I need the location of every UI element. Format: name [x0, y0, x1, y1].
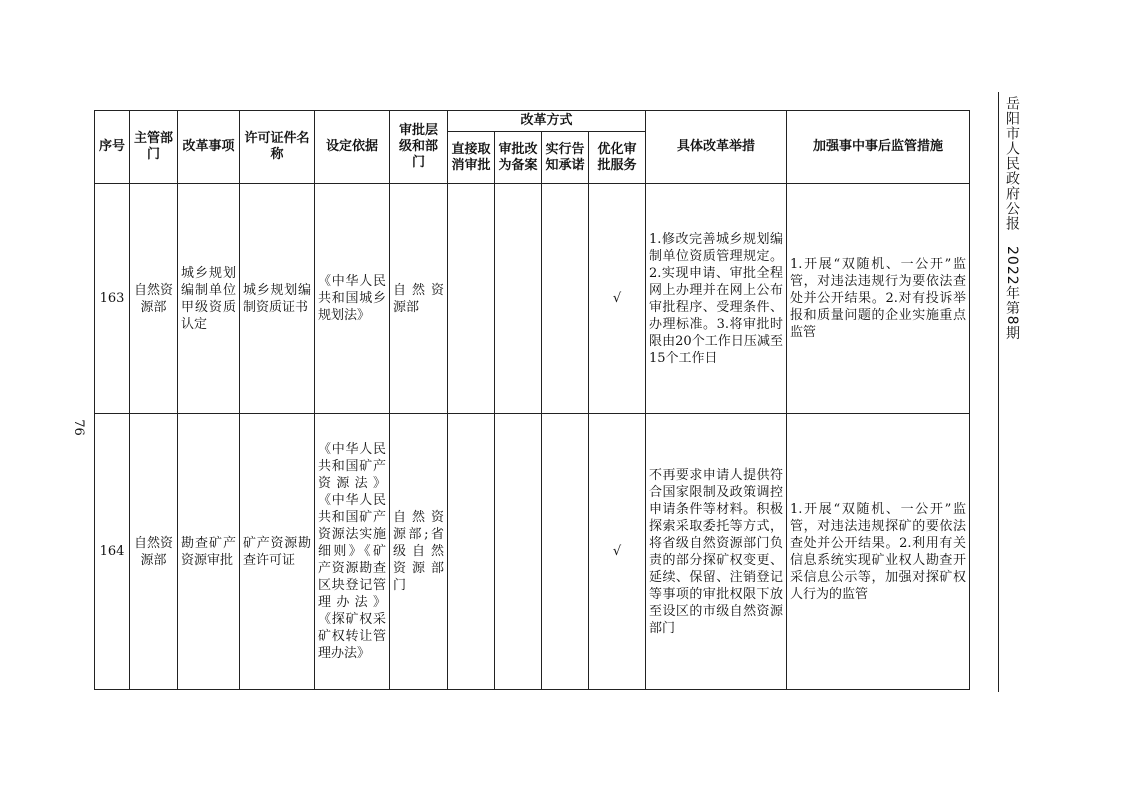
- header-method-optimize: 优化审批服务: [589, 132, 646, 184]
- header-method-cancel: 直接取消审批: [448, 132, 495, 184]
- cell-method-record: [495, 414, 542, 690]
- header-item: 改革事项: [178, 111, 240, 184]
- cell-basis: 《中华人民共和国城乡规划法》: [315, 184, 390, 414]
- header-method-promise: 实行告知承诺: [542, 132, 589, 184]
- header-basis: 设定依据: [315, 111, 390, 184]
- cell-license: 城乡规划编制资质证书: [240, 184, 315, 414]
- table-row: [95, 184, 970, 414]
- reform-table: [94, 110, 970, 690]
- cell-dept: 自然资源部: [130, 184, 178, 414]
- header-method-record: 审批改为备案: [495, 132, 542, 184]
- page-number: 76: [70, 419, 86, 436]
- header-seq: 序号: [95, 111, 130, 184]
- table-row: [95, 414, 970, 690]
- header-license: 许可证件名称: [240, 111, 315, 184]
- check-mark: √: [589, 184, 646, 414]
- cell-supervision: 1.开展“双随机、一公开”监管，对违法违规探矿的要依法查处并公开结果。2.利用有关信息系统实现矿业权人勘查开采信息公示等，加强对探矿权人行为的监管: [787, 414, 970, 690]
- cell-level: 自然资源部;省级自然资源部门: [390, 414, 448, 690]
- cell-seq: 163: [95, 184, 130, 414]
- header-measures: 具体改革举措: [646, 111, 787, 184]
- header-level: 审批层级和部门: [390, 111, 448, 184]
- cell-method-promise: [542, 184, 589, 414]
- cell-level: 自然资源部: [390, 184, 448, 414]
- cell-method-promise: [542, 414, 589, 690]
- header-method-group: 改革方式: [448, 111, 646, 132]
- cell-license: 矿产资源勘查许可证: [240, 414, 315, 690]
- cell-seq: 164: [95, 414, 130, 690]
- header-dept: 主管部门: [130, 111, 178, 184]
- side-divider: [998, 92, 999, 692]
- bulletin-title: 岳阳市人民政府公报 2022年第8期: [1004, 96, 1020, 341]
- header-supervision: 加强事中事后监管措施: [787, 111, 970, 184]
- cell-supervision: 1.开展“双随机、一公开”监管，对违法违规行为要依法查处并公开结果。2.对有投诉举报和质量问题的企业实施重点监管: [787, 184, 970, 414]
- cell-method-cancel: [448, 184, 495, 414]
- cell-basis: 《中华人民共和国矿产资源法》《中华人民共和国矿产资源法实施细则》《矿产资源勘查区块登记管理办法》《探矿权采矿权转让管理办法》: [315, 414, 390, 690]
- cell-method-record: [495, 184, 542, 414]
- cell-item: 城乡规划编制单位甲级资质认定: [178, 184, 240, 414]
- check-mark: √: [589, 414, 646, 690]
- cell-method-cancel: [448, 414, 495, 690]
- cell-item: 勘查矿产资源审批: [178, 414, 240, 690]
- cell-dept: 自然资源部: [130, 414, 178, 690]
- cell-measures: 1.修改完善城乡规划编制单位资质管理规定。2.实现申请、审批全程网上办理并在网上公布审批程序、受理条件、办理标准。3.将审批时限由20个工作日压减至15个工作日: [646, 184, 787, 414]
- cell-measures: 不再要求申请人提供符合国家限制及政策调控申请条件等材料。积极探索采取委托等方式，将省级自然资源部门负责的部分探矿权变更、延续、保留、注销登记等事项的审批权限下放至设区的市级自然资源部门: [646, 414, 787, 690]
